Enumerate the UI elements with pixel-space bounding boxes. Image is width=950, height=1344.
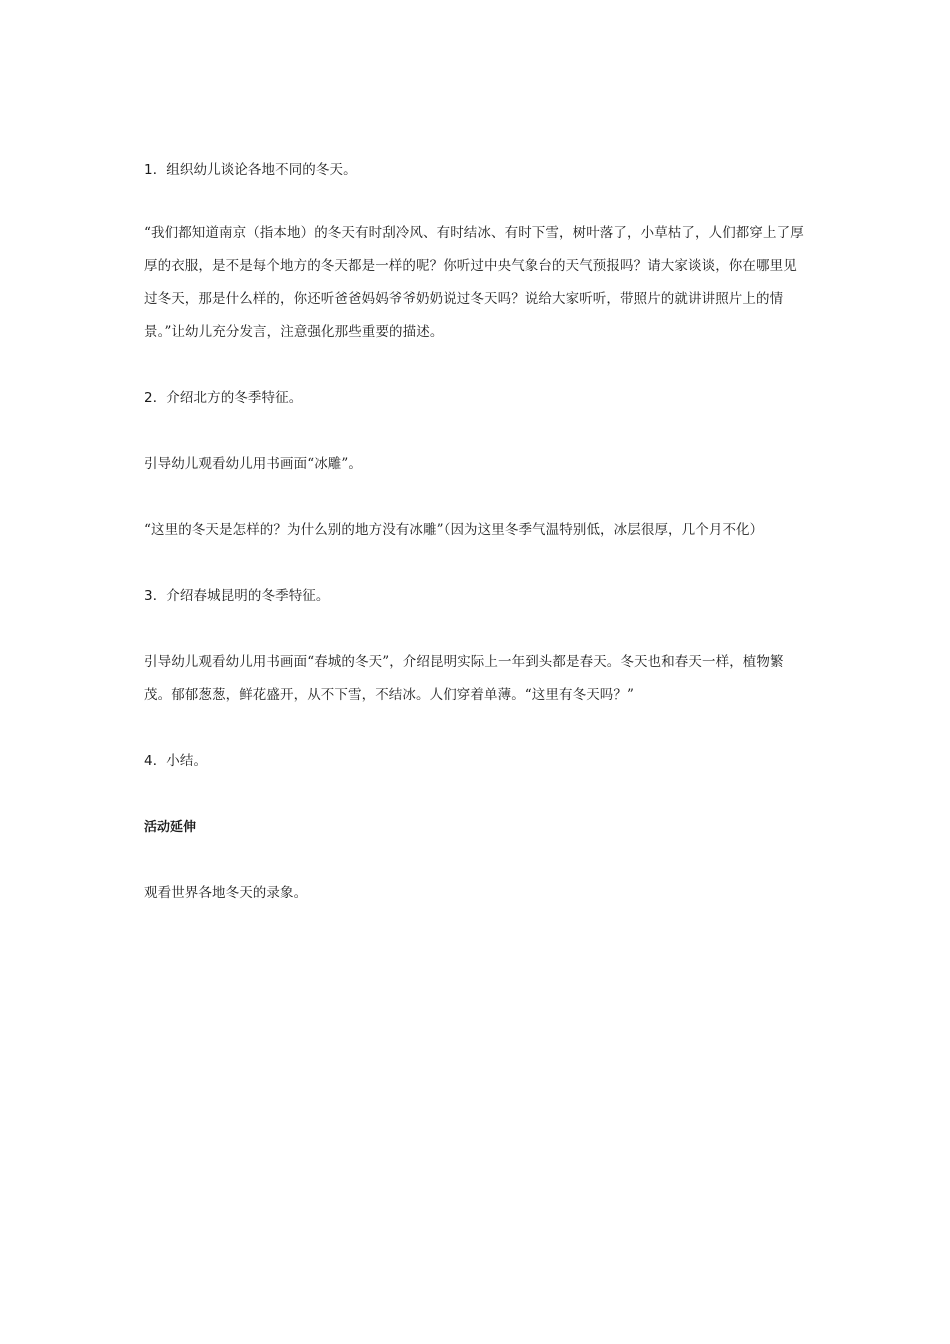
step-2-body-2: “这里的冬天是怎样的？为什么别的地方没有冰雕”（因为这里冬季气温特别低，冰层很厚，几个月不化） xyxy=(144,522,764,538)
step-2-text: 介绍北方的冬季特征。 xyxy=(166,390,303,406)
document-page xyxy=(144,154,810,910)
step-4-text: 小结。 xyxy=(166,753,208,769)
step-3-body: 引导幼儿观看幼儿用书画面“春城的冬天”，介绍昆明实际上一年到头都是春天。冬天也和春天一样，植物繁茂。郁郁葱葱，鲜花盛开，从不下雪，不结冰。人们穿着单薄。“这里有冬天吗？” xyxy=(144,654,784,703)
step-3-text: 介绍春城昆明的冬季特征。 xyxy=(166,588,330,604)
spacer xyxy=(144,712,810,745)
extension-heading: 活动延伸 xyxy=(144,820,197,835)
step-4-title xyxy=(144,745,810,778)
step-1-body: “我们都知道南京（指本地）的冬天有时刮冷风、有时结冰、有时下雪，树叶落了，小草枯了，人们都穿上了厚厚的衣服，是不是每个地方的冬天都是一样的呢？你听过中央气象台的天气预报吗？请大家谈谈，你在哪里见过冬天，那是什么样的，你还听爸爸妈妈爷爷奶奶说过冬天吗？说给大家听听，带照片的就讲讲照片上的情景。”让幼儿充分发言，注意强化那些重要的描述。 xyxy=(144,225,804,340)
step-4-number: 4． xyxy=(144,753,167,769)
spacer xyxy=(144,415,810,448)
step-1-text: 组织幼儿谈论各地不同的冬天。 xyxy=(166,162,357,178)
step-2-title xyxy=(144,382,810,415)
step-3-number: 3． xyxy=(144,588,167,604)
spacer xyxy=(144,349,810,382)
spacer xyxy=(144,187,810,217)
spacer xyxy=(144,778,810,811)
step-1-title xyxy=(144,154,810,187)
spacer xyxy=(144,547,810,580)
spacer xyxy=(144,844,810,877)
step-2-number: 2． xyxy=(144,390,167,406)
step-2-body-1: 引导幼儿观看幼儿用书画面“冰雕”。 xyxy=(144,456,363,472)
spacer xyxy=(144,613,810,646)
step-1-number: 1． xyxy=(144,162,167,178)
extension-body: 观看世界各地冬天的录象。 xyxy=(144,885,308,901)
step-3-title xyxy=(144,580,810,613)
spacer xyxy=(144,481,810,514)
